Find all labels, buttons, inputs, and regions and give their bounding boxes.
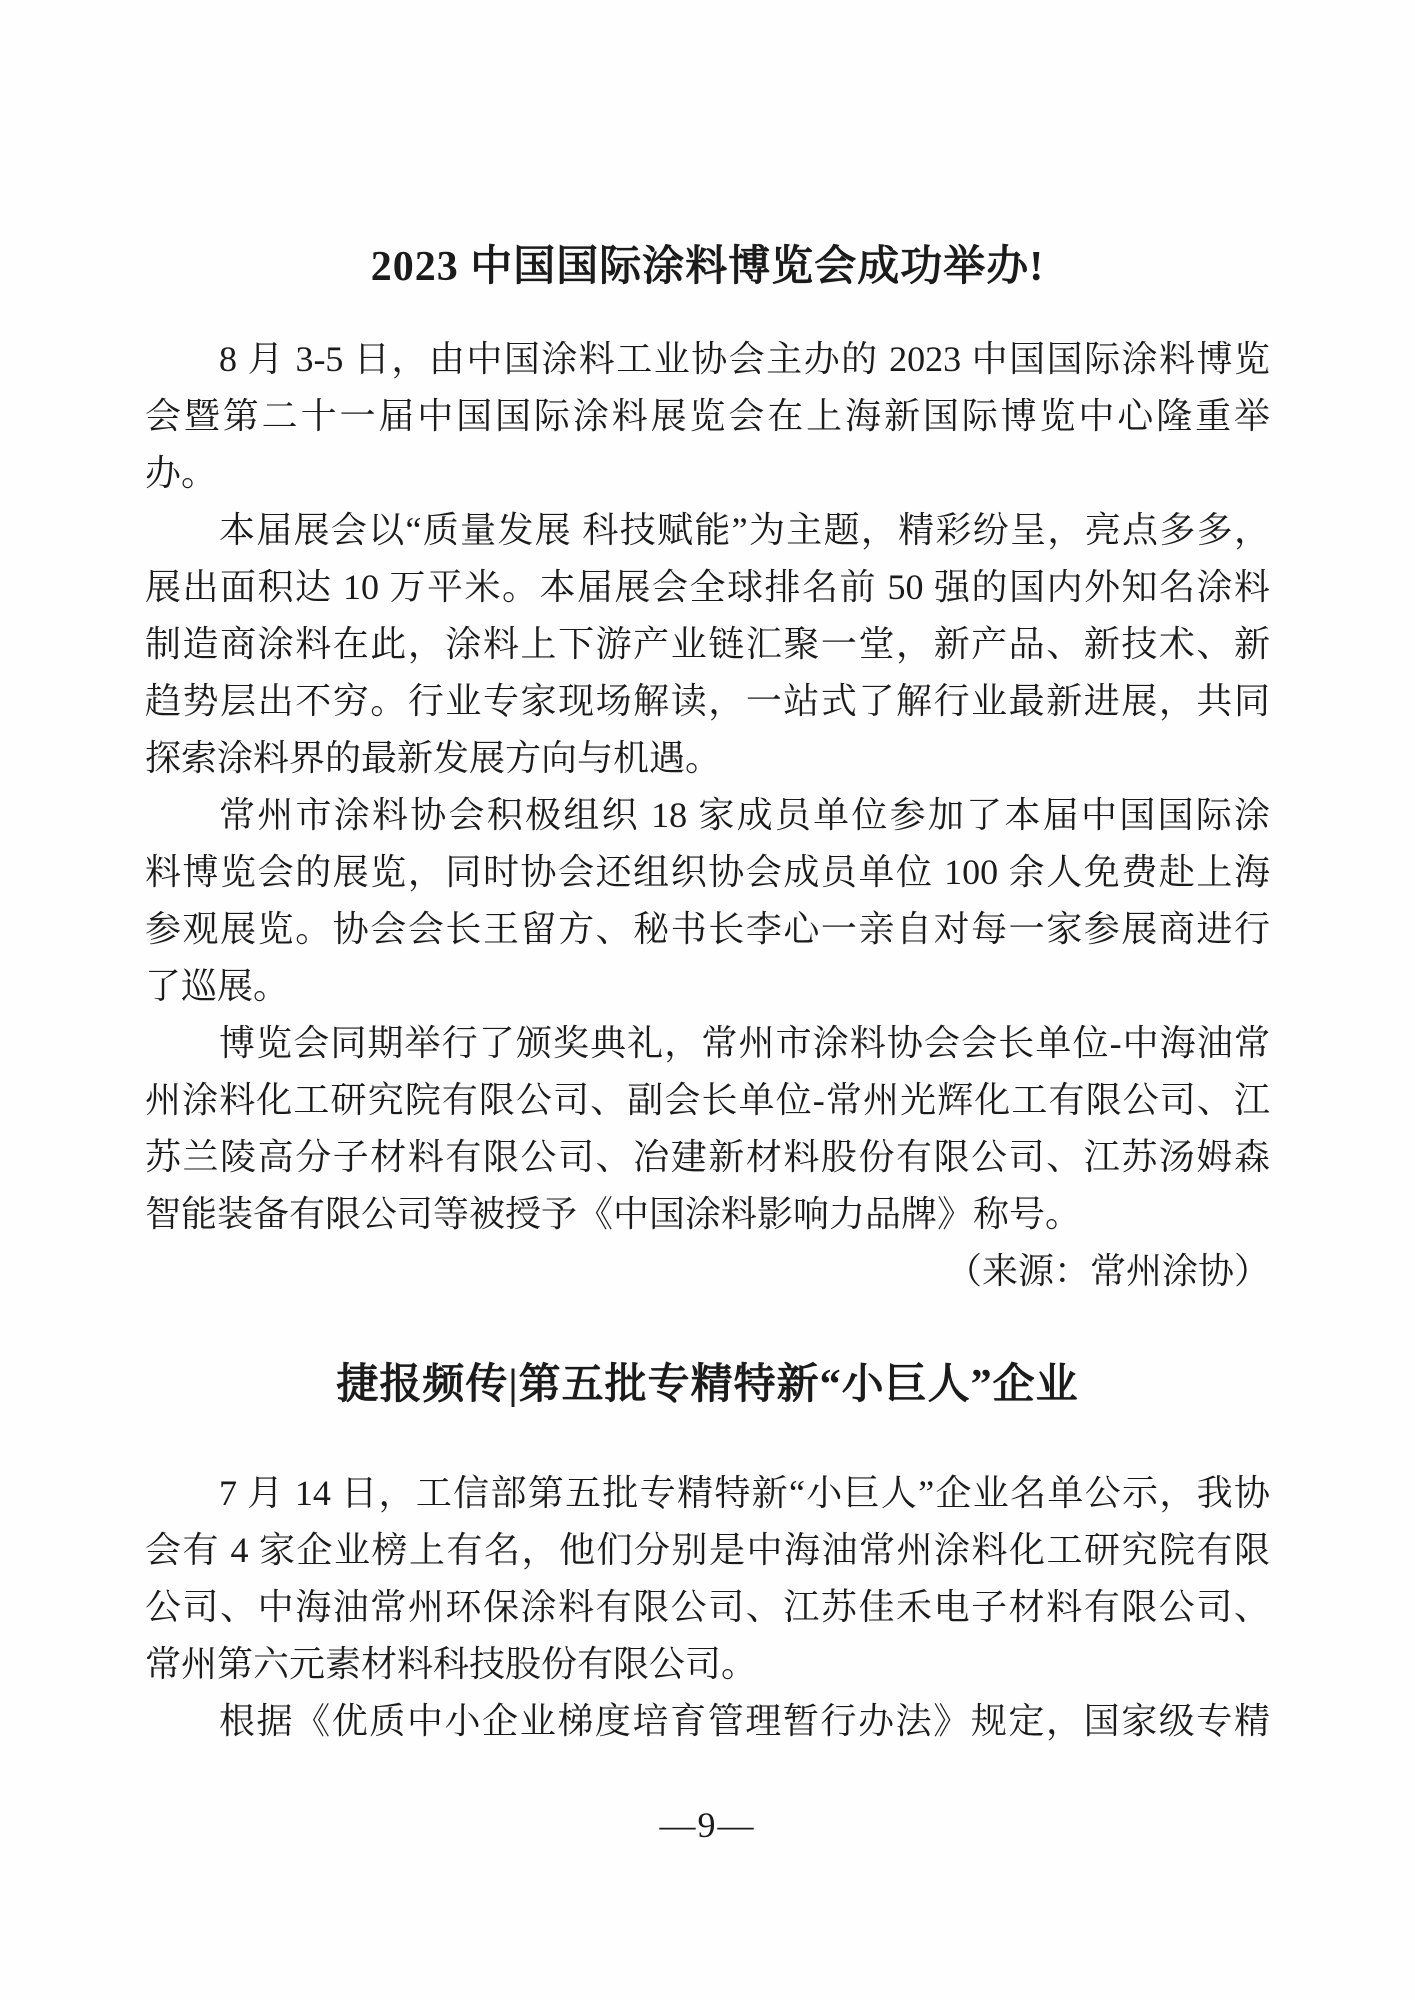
text-line: 参观展览。协会会长王留方、秘书长李心一亲自对每一家参展商进行 [145, 909, 1270, 949]
text-line: 根据《优质中小企业梯度培育管理暂行办法》规定，国家级专精 [219, 1701, 1270, 1741]
text-line: 7 月 14 日，工信部第五批专精特新“小巨人”企业名单公示，我协 [219, 1473, 1270, 1513]
text-line: 苏兰陵高分子材料有限公司、冶建新材料股份有限公司、江苏汤姆森 [145, 1137, 1270, 1177]
text-line: 8 月 3-5 日，由中国涂料工业协会主办的 2023 中国国际涂料博览 [219, 339, 1270, 379]
text-line: 料博览会的展览，同时协会还组织协会成员单位 100 余人免费赴上海 [145, 852, 1270, 892]
text-line: 了巡展。 [145, 966, 290, 1006]
article-2-title: 捷报频传|第五批专精特新“小巨人”企业 [336, 1362, 1079, 1408]
page-content [145, 0, 1270, 1845]
article-1-source: （来源：常州涂协） [945, 1251, 1270, 1291]
text-line: 趋势层出不穷。行业专家现场解读，一站式了解行业最新进展，共同 [145, 681, 1270, 721]
text-line: 展出面积达 10 万平米。本届展会全球排名前 50 强的国内外知名涂料 [145, 567, 1270, 607]
article-2-body [145, 1465, 1270, 1750]
text-line: 制造商涂料在此，涂料上下游产业链汇聚一堂，新产品、新技术、新 [145, 624, 1270, 664]
text-line: 常州第六元素材料科技股份有限公司。 [145, 1644, 758, 1684]
text-line: 常州市涂料协会积极组织 18 家成员单位参加了本届中国国际涂 [219, 795, 1270, 835]
text-line: 办。 [145, 453, 218, 493]
page-number: —9— [659, 1805, 756, 1845]
text-line: 会有 4 家企业榜上有名，他们分别是中海油常州涂料化工研究院有限 [145, 1530, 1270, 1570]
text-line: 会暨第二十一届中国国际涂料展览会在上海新国际博览中心隆重举 [145, 396, 1270, 436]
text-line: 博览会同期举行了颁奖典礼，常州市涂料协会会长单位-中海油常 [219, 1023, 1270, 1063]
text-line: 公司、中海油常州环保涂料有限公司、江苏佳禾电子材料有限公司、 [145, 1587, 1270, 1627]
text-line: 智能装备有限公司等被授予《中国涂料影响力品牌》称号。 [145, 1194, 1082, 1234]
article-1-title: 2023 中国国际涂料博览会成功举办! [370, 244, 1045, 290]
text-line: 州涂料化工研究院有限公司、副会长单位-常州光辉化工有限公司、江 [145, 1080, 1270, 1120]
text-line: 本届展会以“质量发展 科技赋能”为主题，精彩纷呈，亮点多多， [219, 510, 1270, 550]
article-1-body [145, 331, 1270, 1243]
text-line: 探索涂料界的最新发展方向与机遇。 [145, 738, 722, 778]
